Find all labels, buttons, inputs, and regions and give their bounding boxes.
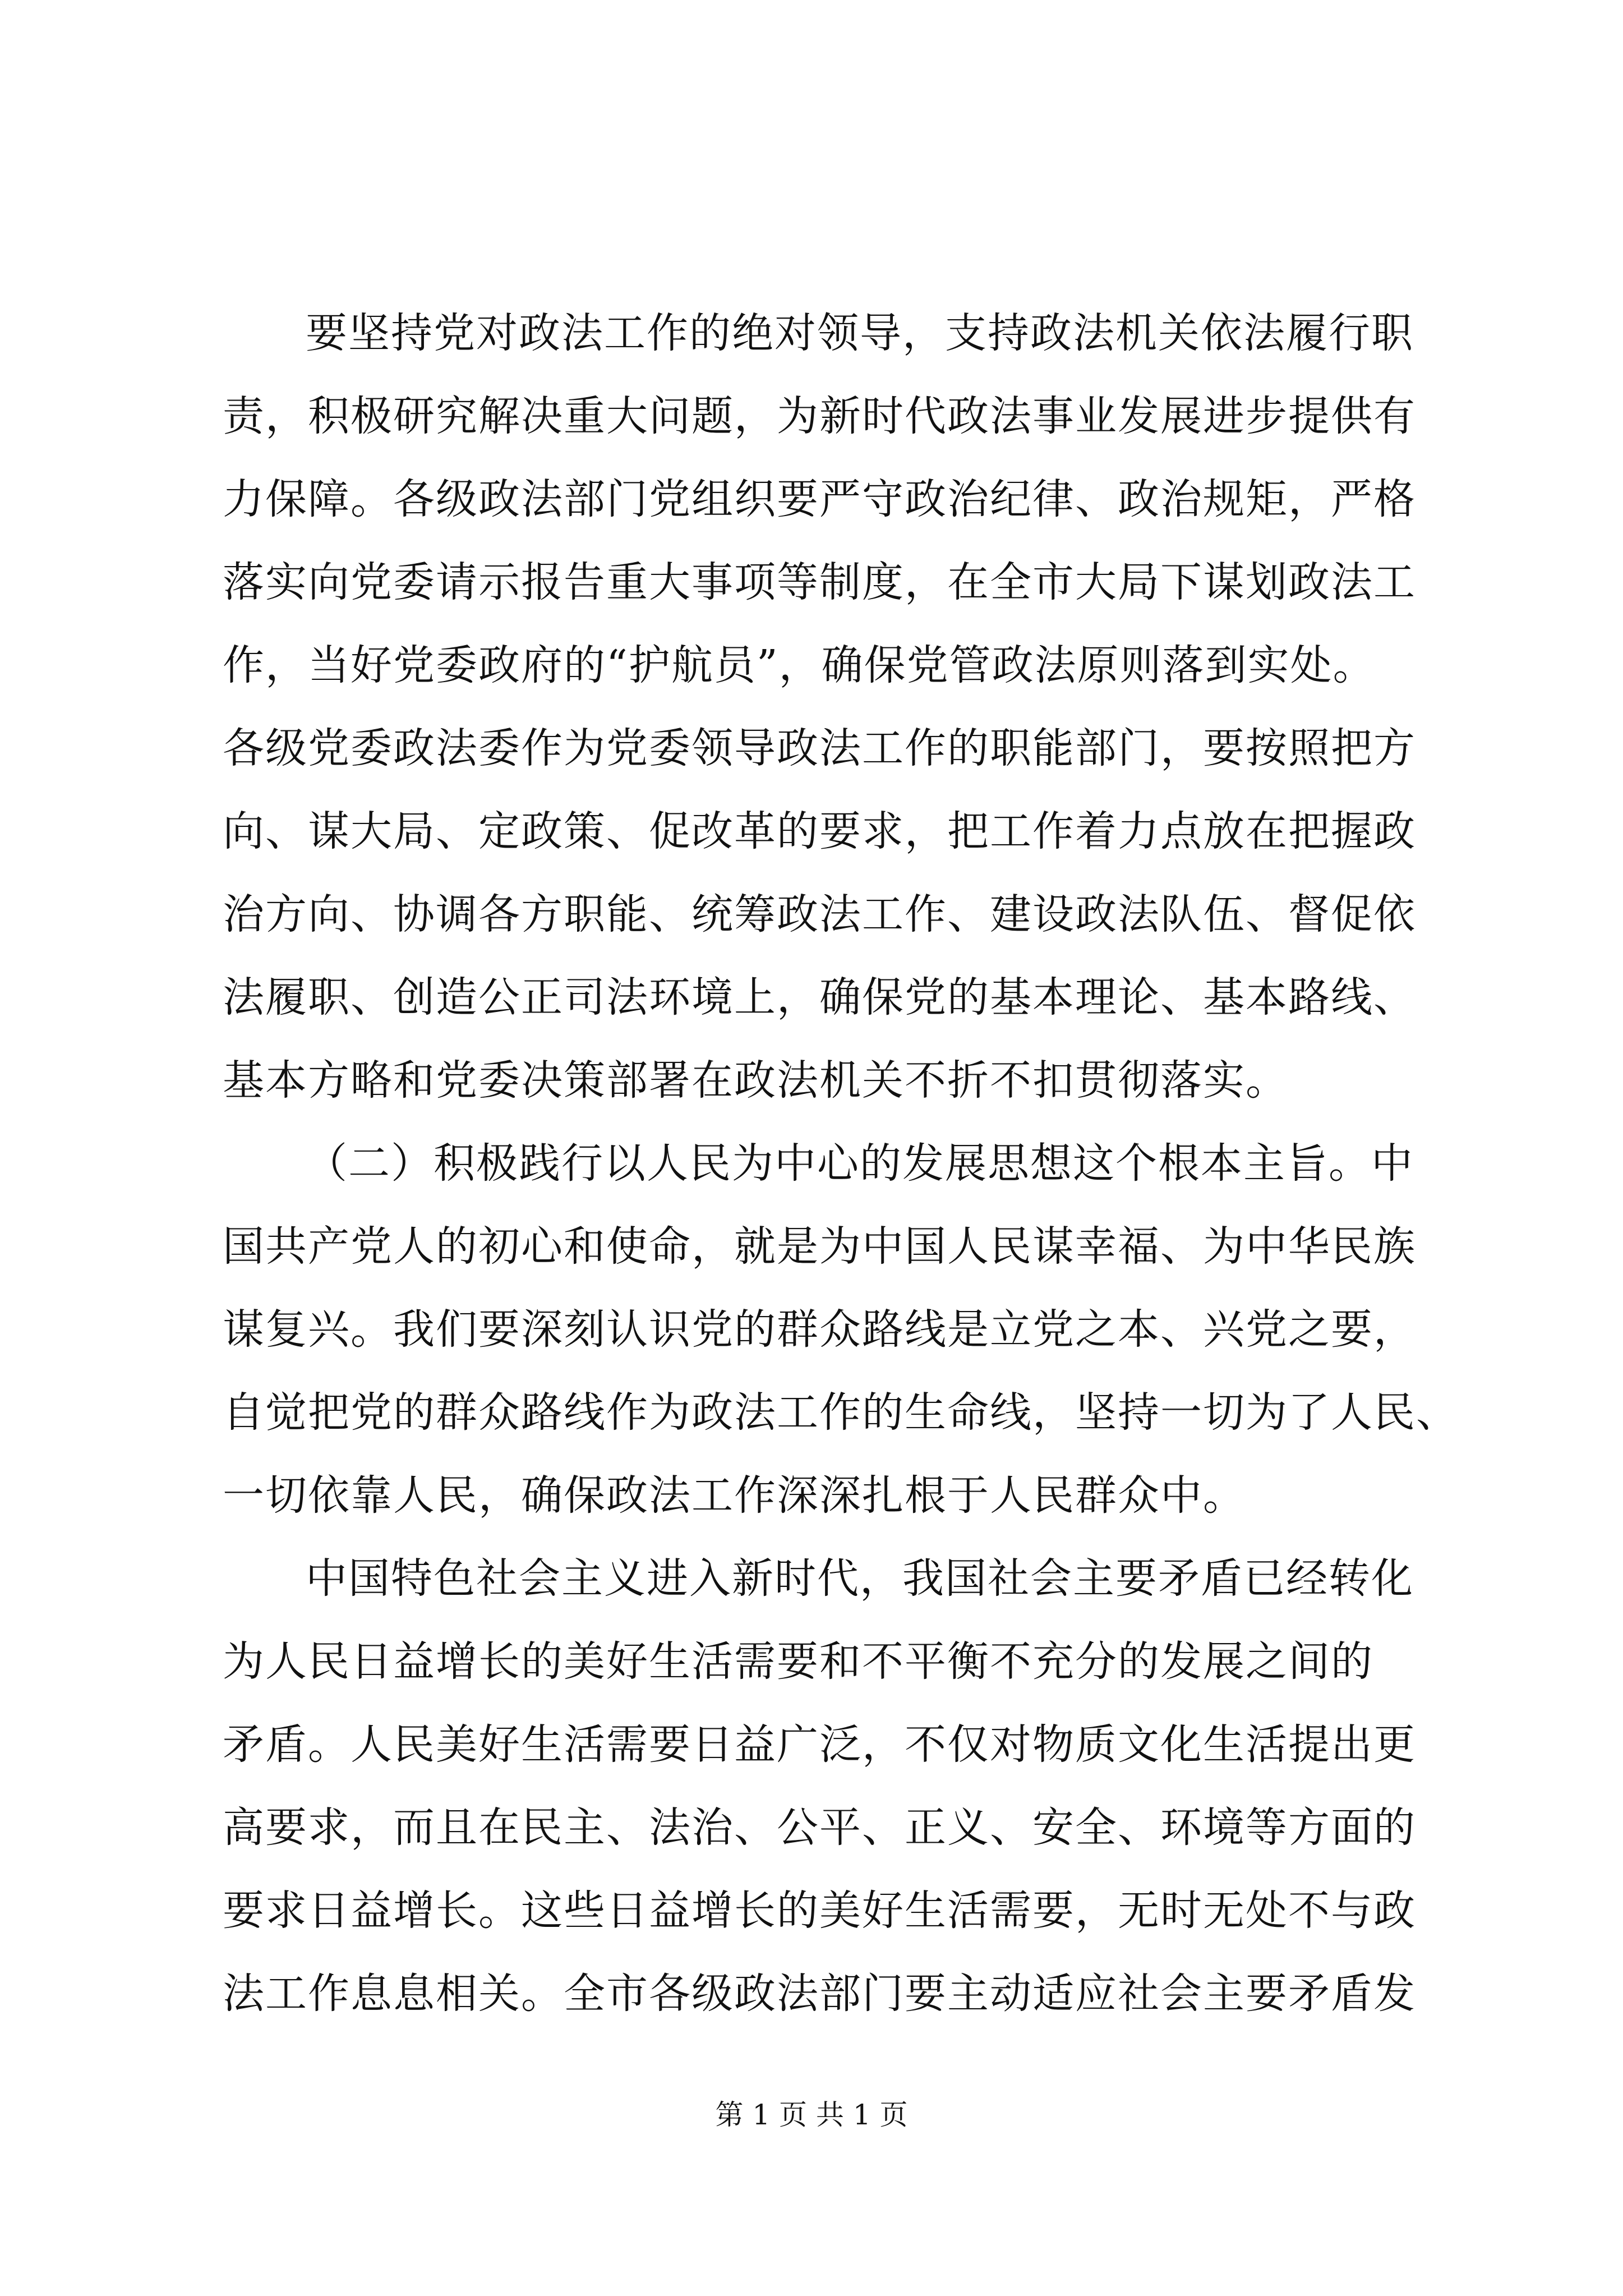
text-line: 国共产党人的初心和使命，就是为中国人民谋幸福、为中华民族 (223, 1222, 1416, 1271)
text-line: 落实向党委请示报告重大事项等制度，在全市大局下谋划政法工 (223, 558, 1416, 606)
text-line: 谋复兴。我们要深刻认识党的群众路线是立党之本、兴党之要， (223, 1305, 1416, 1354)
text-line: 高要求，而且在民主、法治、公平、正义、安全、环境等方面的 (223, 1803, 1416, 1852)
text-line: 作，当好党委政府的“护航员”，确保党管政法原则落到实处。 (223, 641, 1376, 689)
text-line: 各级党委政法委作为党委领导政法工作的职能部门，要按照把方 (223, 724, 1416, 772)
text-line: 中国特色社会主义进入新时代，我国社会主要矛盾已经转化 (306, 1554, 1414, 1603)
text-line: 治方向、协调各方职能、统筹政法工作、建设政法队伍、督促依 (223, 890, 1416, 938)
page-footer: 第 1 页 共 1 页 (715, 2099, 908, 2131)
text-line: 向、谋大局、定政策、促改革的要求，把工作着力点放在把握政 (223, 807, 1416, 855)
text-line: （二）积极践行以人民为中心的发展思想这个根本主旨。中 (306, 1139, 1414, 1188)
text-line: 要求日益增长。这些日益增长的美好生活需要，无时无处不与政 (223, 1887, 1416, 1935)
text-line: 自觉把党的群众路线作为政法工作的生命线，坚持一切为了人民、 (223, 1388, 1459, 1437)
text-line: 一切依靠人民，确保政法工作深深扎根于人民群众中。 (223, 1471, 1246, 1520)
body-text (223, 292, 1459, 2035)
text-line: 法履职、创造公正司法环境上，确保党的基本理论、基本路线、 (223, 973, 1416, 1022)
text-line: 力保障。各级政法部门党组织要严守政治纪律、政治规矩，严格 (223, 475, 1416, 523)
text-line: 法工作息息相关。全市各级政法部门要主动适应社会主要矛盾发 (223, 1970, 1416, 2018)
text-line: 责，积极研究解决重大问题，为新时代政法事业发展进步提供有 (223, 392, 1416, 440)
text-line: 矛盾。人民美好生活需要日益广泛，不仅对物质文化生活提出更 (223, 1720, 1416, 1769)
text-line: 为人民日益增长的美好生活需要和不平衡不充分的发展之间的 (223, 1637, 1373, 1686)
text-line: 基本方略和党委决策部署在政法机关不折不扣贯彻落实。 (223, 1056, 1288, 1105)
text-line: 要坚持党对政法工作的绝对领导，支持政法机关依法履行职 (306, 309, 1414, 357)
